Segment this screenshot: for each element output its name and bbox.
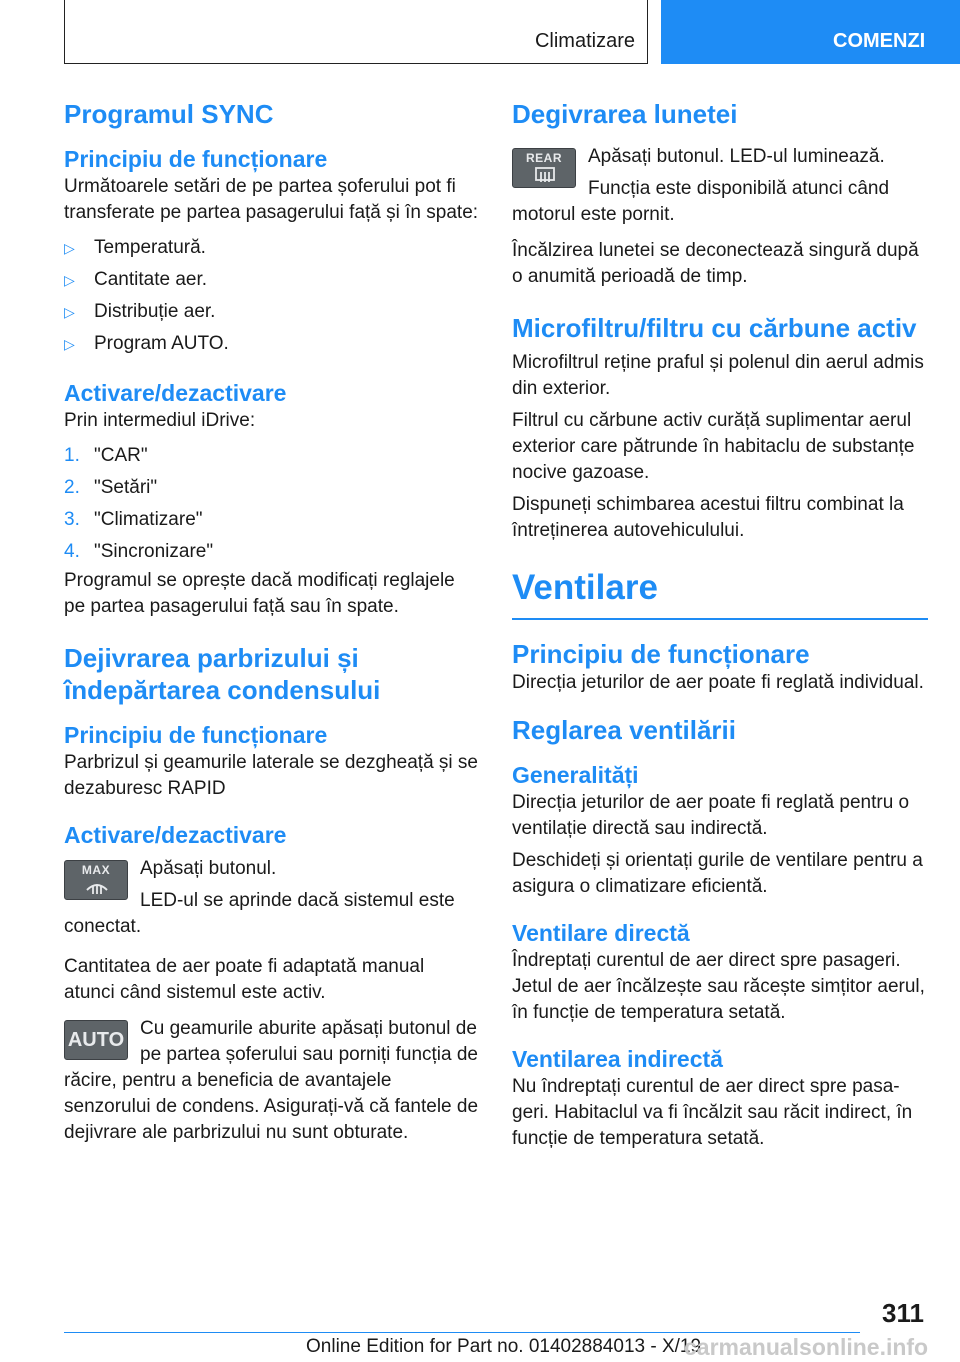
header-section-title: Climatizare (534, 30, 635, 52)
list-item: 2. "Setări" (64, 477, 158, 498)
ventilation-adjust-heading: Reglarea ventilării (512, 715, 736, 745)
ventilation-vents-text: Deschideți și orientați gurile de ventilare pentru a asigura o climatizare eficientă. (512, 850, 923, 897)
sync-stop-note: Programul se oprește dacă modificați reglajele pe partea pasagerului față sau în spate. (64, 570, 455, 617)
triangle-bullet-icon: ▷ (64, 272, 75, 288)
ventilation-general-heading: Generalități (512, 762, 639, 788)
ventilation-subheading-principle: Principiu de funcționare (512, 639, 810, 669)
list-item: ▷ Temperatură. (64, 232, 480, 264)
defrost-air-text: Cantitatea de aer poate fi adaptată manual atunci când sistemul este activ. (64, 956, 425, 1003)
list-item: 3. "Climatizare" (64, 509, 203, 530)
sync-subheading-activation: Activare/dezactivare (64, 380, 287, 406)
max-defrost-button-icon: MAX (64, 860, 128, 900)
auto-button-icon: AUTO (64, 1020, 128, 1060)
ventilation-principle-text: Direcția jeturilor de aer poate fi reglată individual. (512, 672, 924, 693)
left-column (64, 98, 480, 1146)
max-press-text: Apăsați butonul. (140, 858, 277, 879)
sync-intro: Următoarele setări de pe partea șoferului pot fi transferate pe partea pasagerului față și în spate: (64, 176, 479, 223)
ventilation-general-text: Direcția jeturilor de aer poate fi reglată pentru o ventilație directă sau indirectă. (512, 792, 910, 839)
header-frame (64, 0, 648, 64)
list-item: ▷ Cantitate aer. (64, 264, 480, 296)
rear-availability-text: Funcția este disponibilă atunci când motorul este pornit. (512, 178, 890, 225)
list-item: 1. "CAR" (64, 445, 148, 466)
auto-block (64, 1016, 480, 1146)
max-led-text: LED-ul se aprinde dacă sistemul este conectat. (64, 890, 455, 937)
max-defrost-block (64, 856, 480, 940)
rear-press-text: Apăsați butonul. LED-ul luminează. (588, 146, 885, 167)
ventilation-direct-heading: Ventilare directă (512, 920, 690, 946)
ventilation-direct-text: Îndreptați curentul de aer direct spre pasageri. Jetul de aer încălzește sau răcește simțitor aerul, în funcție de temperatura setată. (512, 950, 925, 1023)
defrost-title: Dejivrarea parbrizului și îndepărtarea condensului (64, 643, 381, 705)
triangle-bullet-icon: ▷ (64, 304, 75, 320)
filter-carbon-text: Filtrul cu cărbune activ curăță suplimentar aerul exterior care pătrunde în habitaclu de substanțe nocive gazoase. (512, 410, 915, 483)
header-tab[interactable] (661, 0, 960, 64)
rear-defrost-title: Degivrarea lunetei (512, 99, 738, 129)
sync-subheading-principle: Principiu de funcționare (64, 146, 328, 172)
rear-timer-text: Încălzirea lunetei se deconectează singură după o anumită perioadă de timp. (512, 240, 919, 287)
right-column (512, 98, 928, 1152)
filter-service-text: Dispuneți schimbarea acestui filtru combinat la întreținerea autovehiculului. (512, 494, 904, 541)
triangle-bullet-icon: ▷ (64, 240, 75, 256)
defrost-principle-text: Parbrizul și geamurile laterale se dezgheață și se dezaburesc RAPID (64, 752, 478, 799)
sync-bullet-list (64, 232, 480, 360)
watermark: carmanualsonline.info (684, 1334, 929, 1360)
ventilation-indirect-heading: Ventilarea indirectă (512, 1046, 723, 1072)
rear-defrost-block (512, 144, 928, 228)
rear-defrost-button-icon: REAR (512, 148, 576, 188)
list-item: ▷ Distribuție aer. (64, 296, 480, 328)
defrost-subheading-principle: Principiu de funcționare (64, 722, 328, 748)
footer-edition: Online Edition for Part no. 01402884013 - X/19 (306, 1336, 702, 1357)
footer-divider (64, 1332, 860, 1333)
list-item: 4. "Sincronizare" (64, 541, 214, 562)
sync-step-list (64, 440, 480, 568)
defrost-subheading-activation: Activare/dezactivare (64, 822, 287, 848)
ventilation-title: Ventilare (512, 568, 658, 607)
header-tab-label: COMENZI (833, 30, 926, 52)
filter-title: Microfiltru/filtru cu cărbune activ (512, 313, 917, 343)
ventilation-indirect-text: Nu îndreptați curentul de aer direct spre pasa-geri. Habitaclul va fi încălzit sau răcit indirect, în funcție de temperatura setată. (512, 1076, 913, 1149)
sync-idrive-text: Prin intermediul iDrive: (64, 410, 256, 431)
auto-condensation-text: Cu geamurile aburite apăsați butonul de pe partea șoferului sau porniți funcția de răcire, pentru a beneficia de avantajele senzorului de condens. Asigurați-vă că fantele de dejivrare ale parbrizului nu sunt obturate. (64, 1018, 479, 1143)
list-item: ▷ Program AUTO. (64, 328, 480, 360)
triangle-bullet-icon: ▷ (64, 336, 75, 352)
page-number: 311 (882, 1298, 924, 1328)
sync-title: Programul SYNC (64, 99, 274, 129)
filter-micro-text: Microfiltrul reține praful și polenul din aerul admis din exterior. (512, 352, 924, 399)
